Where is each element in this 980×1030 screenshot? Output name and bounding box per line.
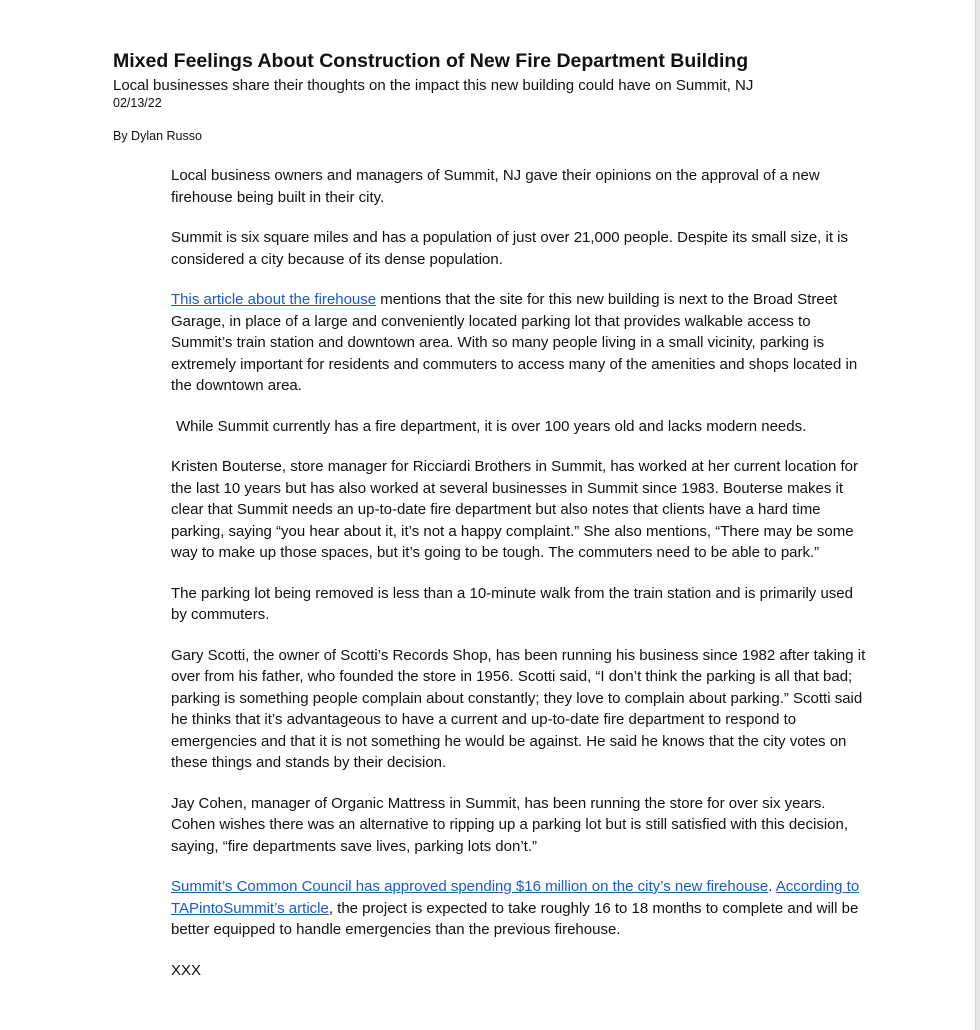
paragraph-7: Gary Scotti, the owner of Scotti’s Records Shop, has been running his business since 1982 after taking it over from his father, who founded the store in 1956. Scotti said, “I don’t think the parking is all that bad; parking is something people complain about constantly; they love to complain about parking.” Scotti said he thinks that it’s advantageous to have a current and up-to-date fire department to respond to emergencies and that it is not something he would be against. He said he knows that the city votes on these things and stands by their decision.: [171, 646, 866, 771]
paragraph-6: The parking lot being removed is less than a 10-minute walk from the train station and is primarily used by commuters.: [171, 584, 853, 623]
paragraph-2: Summit is six square miles and has a population of just over 21,000 people. Despite its small size, it is considered a city because of its dense population.: [171, 229, 848, 268]
paragraph-4: While Summit currently has a fire department, it is over 100 years old and lacks modern needs.: [176, 417, 807, 435]
paragraph-9-separator: .: [768, 878, 776, 895]
tapinto-article-link[interactable]: According to TAPintoSummit’s article: [171, 878, 860, 917]
vertical-scrollbar[interactable]: [975, 0, 980, 1030]
article-body: [171, 165, 871, 1000]
paragraph-9: [171, 876, 871, 941]
paragraph-9-text: , the project is expected to take roughly 16 to 18 months to complete and will be better equipped to handle emergencies than the previous firehouse.: [171, 899, 859, 938]
paragraph-3: [171, 289, 871, 397]
article-byline: By Dylan Russo: [113, 129, 202, 143]
article-subtitle: Local businesses share their thoughts on the impact this new building could have on Summit, NJ: [113, 77, 754, 94]
article-date: 02/13/22: [113, 96, 162, 110]
paragraph-3-text: mentions that the site for this new building is next to the Broad Street Garage, in place of a large and conveniently located parking lot that provides walkable access to Summit’s train station and downtown area. With so many people living in a small vicinity, parking is extremely important for residents and commuters to access many of the amenities and shops located in the downtown area.: [171, 291, 858, 394]
article-header: [113, 48, 953, 144]
paragraph-8: Jay Cohen, manager of Organic Mattress in Summit, has been running the store for over six years. Cohen wishes there was an alternative to ripping up a parking lot but is still satisfied with this decision, saying, “fire departments save lives, parking lots don’t.”: [171, 794, 849, 855]
common-council-link[interactable]: Summit’s Common Council has approved spending $16 million on the city’s new firehouse: [171, 878, 769, 895]
paragraph-1: Local business owners and managers of Summit, NJ gave their opinions on the approval of a new firehouse being built in their city.: [171, 167, 820, 206]
firehouse-article-link[interactable]: This article about the firehouse: [171, 291, 377, 308]
end-mark: XXX: [171, 961, 202, 979]
paragraph-5: Kristen Bouterse, store manager for Ricciardi Brothers in Summit, has worked at her current location for the last 10 years but has also worked at several businesses in Summit since 1983. Bouterse makes it clear that Summit needs an up-to-date fire department but also notes that clients have a hard time parking, saying “you hear about it, it’s not a happy complaint.” She also mentions, “There may be some way to make up those spaces, but it’s going to be tough. The commuters need to be able to park.”: [171, 458, 858, 561]
article-title: Mixed Feelings About Construction of New Fire Department Building: [113, 50, 749, 72]
